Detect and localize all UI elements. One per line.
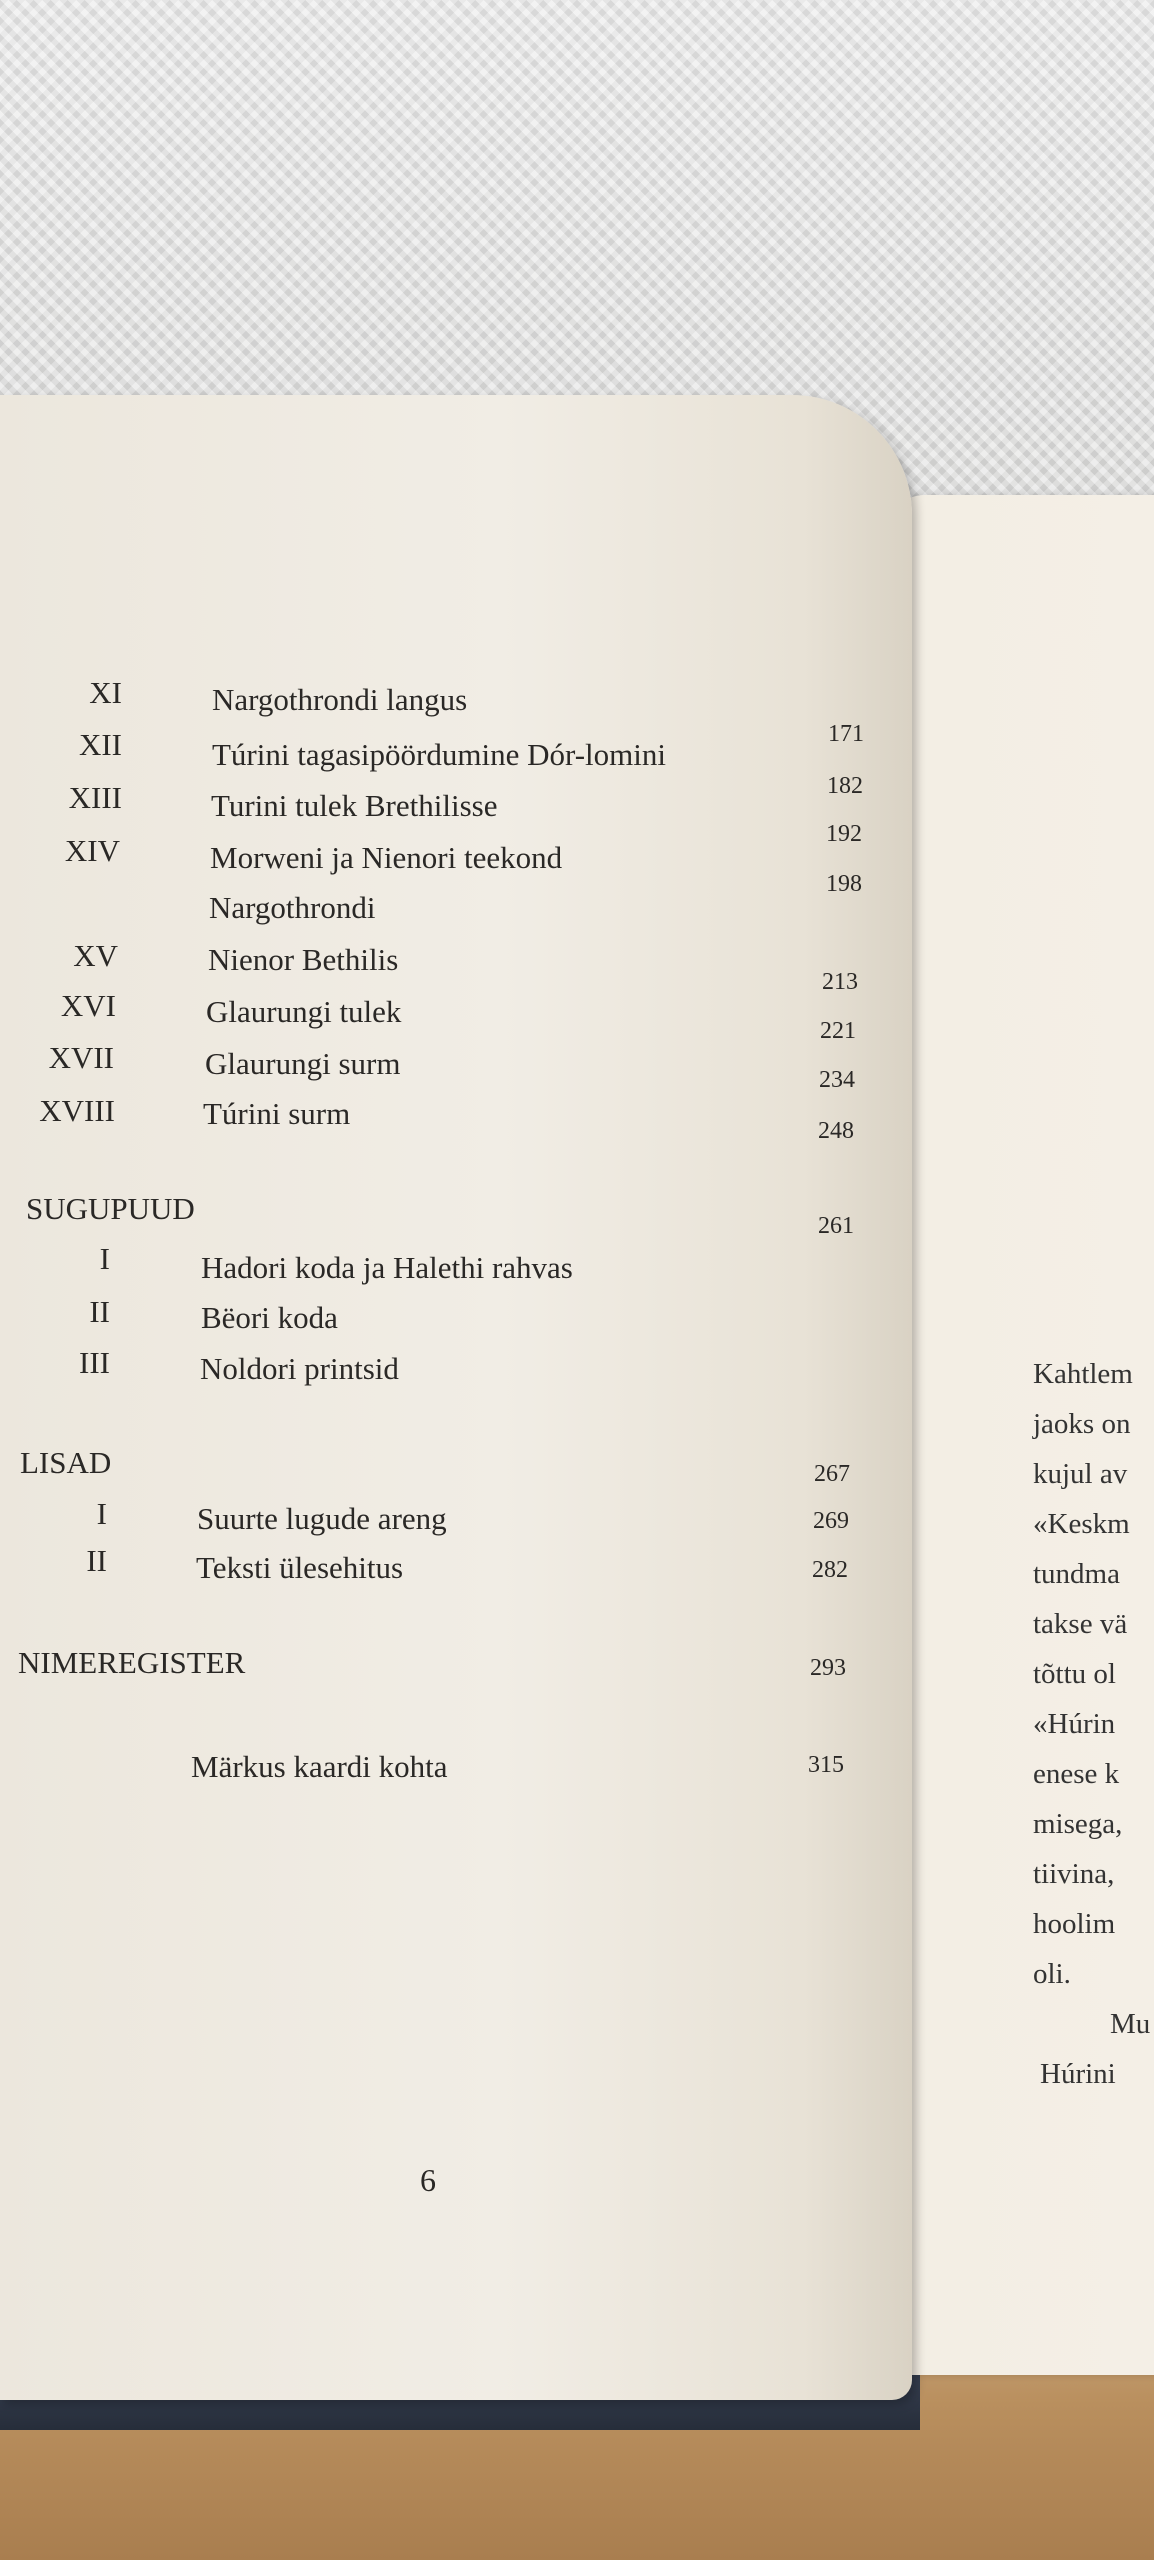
chapter-number: XVIII: [39, 1093, 115, 1128]
chapter-page: 221: [820, 1018, 856, 1044]
section-heading: SUGUPUUD: [26, 1191, 195, 1226]
text-line: Húrini: [1040, 2058, 1116, 2090]
text-line: Kahtlem: [1033, 1358, 1133, 1390]
chapter-page: 182: [827, 773, 863, 799]
chapter-title: Glaurungi surm: [205, 1046, 401, 1081]
chapter-title: Glaurungi tulek: [206, 994, 402, 1029]
text-line: tundma: [1033, 1558, 1120, 1590]
chapter-title: Nargothrondi langus: [212, 682, 468, 717]
section-heading: LISAD: [20, 1445, 112, 1480]
text-line: misega,: [1033, 1808, 1123, 1840]
note-title: Märkus kaardi kohta: [191, 1749, 448, 1784]
item-page: 282: [812, 1557, 848, 1583]
item-title: Teksti ülesehitus: [196, 1550, 404, 1585]
section-page: 267: [814, 1461, 850, 1487]
page-number: 6: [420, 2162, 436, 2198]
item-title: Suurte lugude areng: [197, 1501, 447, 1536]
chapter-number: XIV: [64, 833, 120, 868]
item-number: II: [86, 1543, 107, 1578]
chapter-page: 198: [826, 871, 862, 897]
chapter-number: XVI: [60, 988, 116, 1023]
chapter-number: XVII: [48, 1040, 114, 1075]
section-heading: NIMEREGISTER: [18, 1645, 246, 1680]
text-line: tõttu ol: [1033, 1658, 1116, 1690]
chapter-number: XV: [73, 938, 118, 973]
text-line: «Keskm: [1033, 1508, 1130, 1540]
chapter-title-continued: Nargothrondi: [209, 890, 376, 925]
text-line: takse vä: [1033, 1608, 1128, 1640]
chapter-page: 171: [828, 721, 864, 747]
chapter-number: XII: [78, 727, 122, 762]
text-line: hoolim: [1033, 1908, 1116, 1940]
section-page: 261: [818, 1213, 854, 1239]
item-title: Bëori koda: [201, 1300, 338, 1335]
text-line: tiivina,: [1033, 1858, 1115, 1890]
item-number: III: [79, 1345, 110, 1380]
text-line: Mu: [1110, 2008, 1151, 2040]
chapter-number: XI: [89, 675, 122, 710]
chapter-page: 234: [819, 1067, 855, 1093]
chapter-number: XIII: [68, 780, 122, 815]
chapter-title: Morweni ja Nienori teekond: [210, 840, 563, 875]
section-page: 293: [810, 1655, 846, 1681]
note-page: 315: [808, 1752, 844, 1778]
item-page: 269: [813, 1508, 849, 1534]
item-number: I: [99, 1241, 110, 1276]
chapter-page: 192: [826, 821, 862, 847]
chapter-title: Túrini surm: [203, 1096, 351, 1131]
item-number: II: [89, 1294, 110, 1329]
text-line: «Húrin: [1033, 1708, 1116, 1740]
chapter-title: Turini tulek Brethilisse: [211, 788, 498, 823]
item-title: Hadori koda ja Halethi rahvas: [201, 1250, 573, 1285]
chapter-page: 248: [818, 1118, 854, 1144]
chapter-title: Túrini tagasipöördumine Dór-lomini: [212, 737, 666, 772]
text-line: enese k: [1033, 1758, 1120, 1790]
chapter-page: 213: [822, 969, 858, 995]
chapter-title: Nienor Bethilis: [208, 942, 399, 977]
item-number: I: [96, 1496, 107, 1531]
text-line: kujul av: [1033, 1458, 1128, 1490]
item-title: Noldori printsid: [200, 1351, 399, 1386]
text-line: jaoks on: [1033, 1408, 1131, 1440]
text-line: oli.: [1033, 1958, 1071, 1990]
